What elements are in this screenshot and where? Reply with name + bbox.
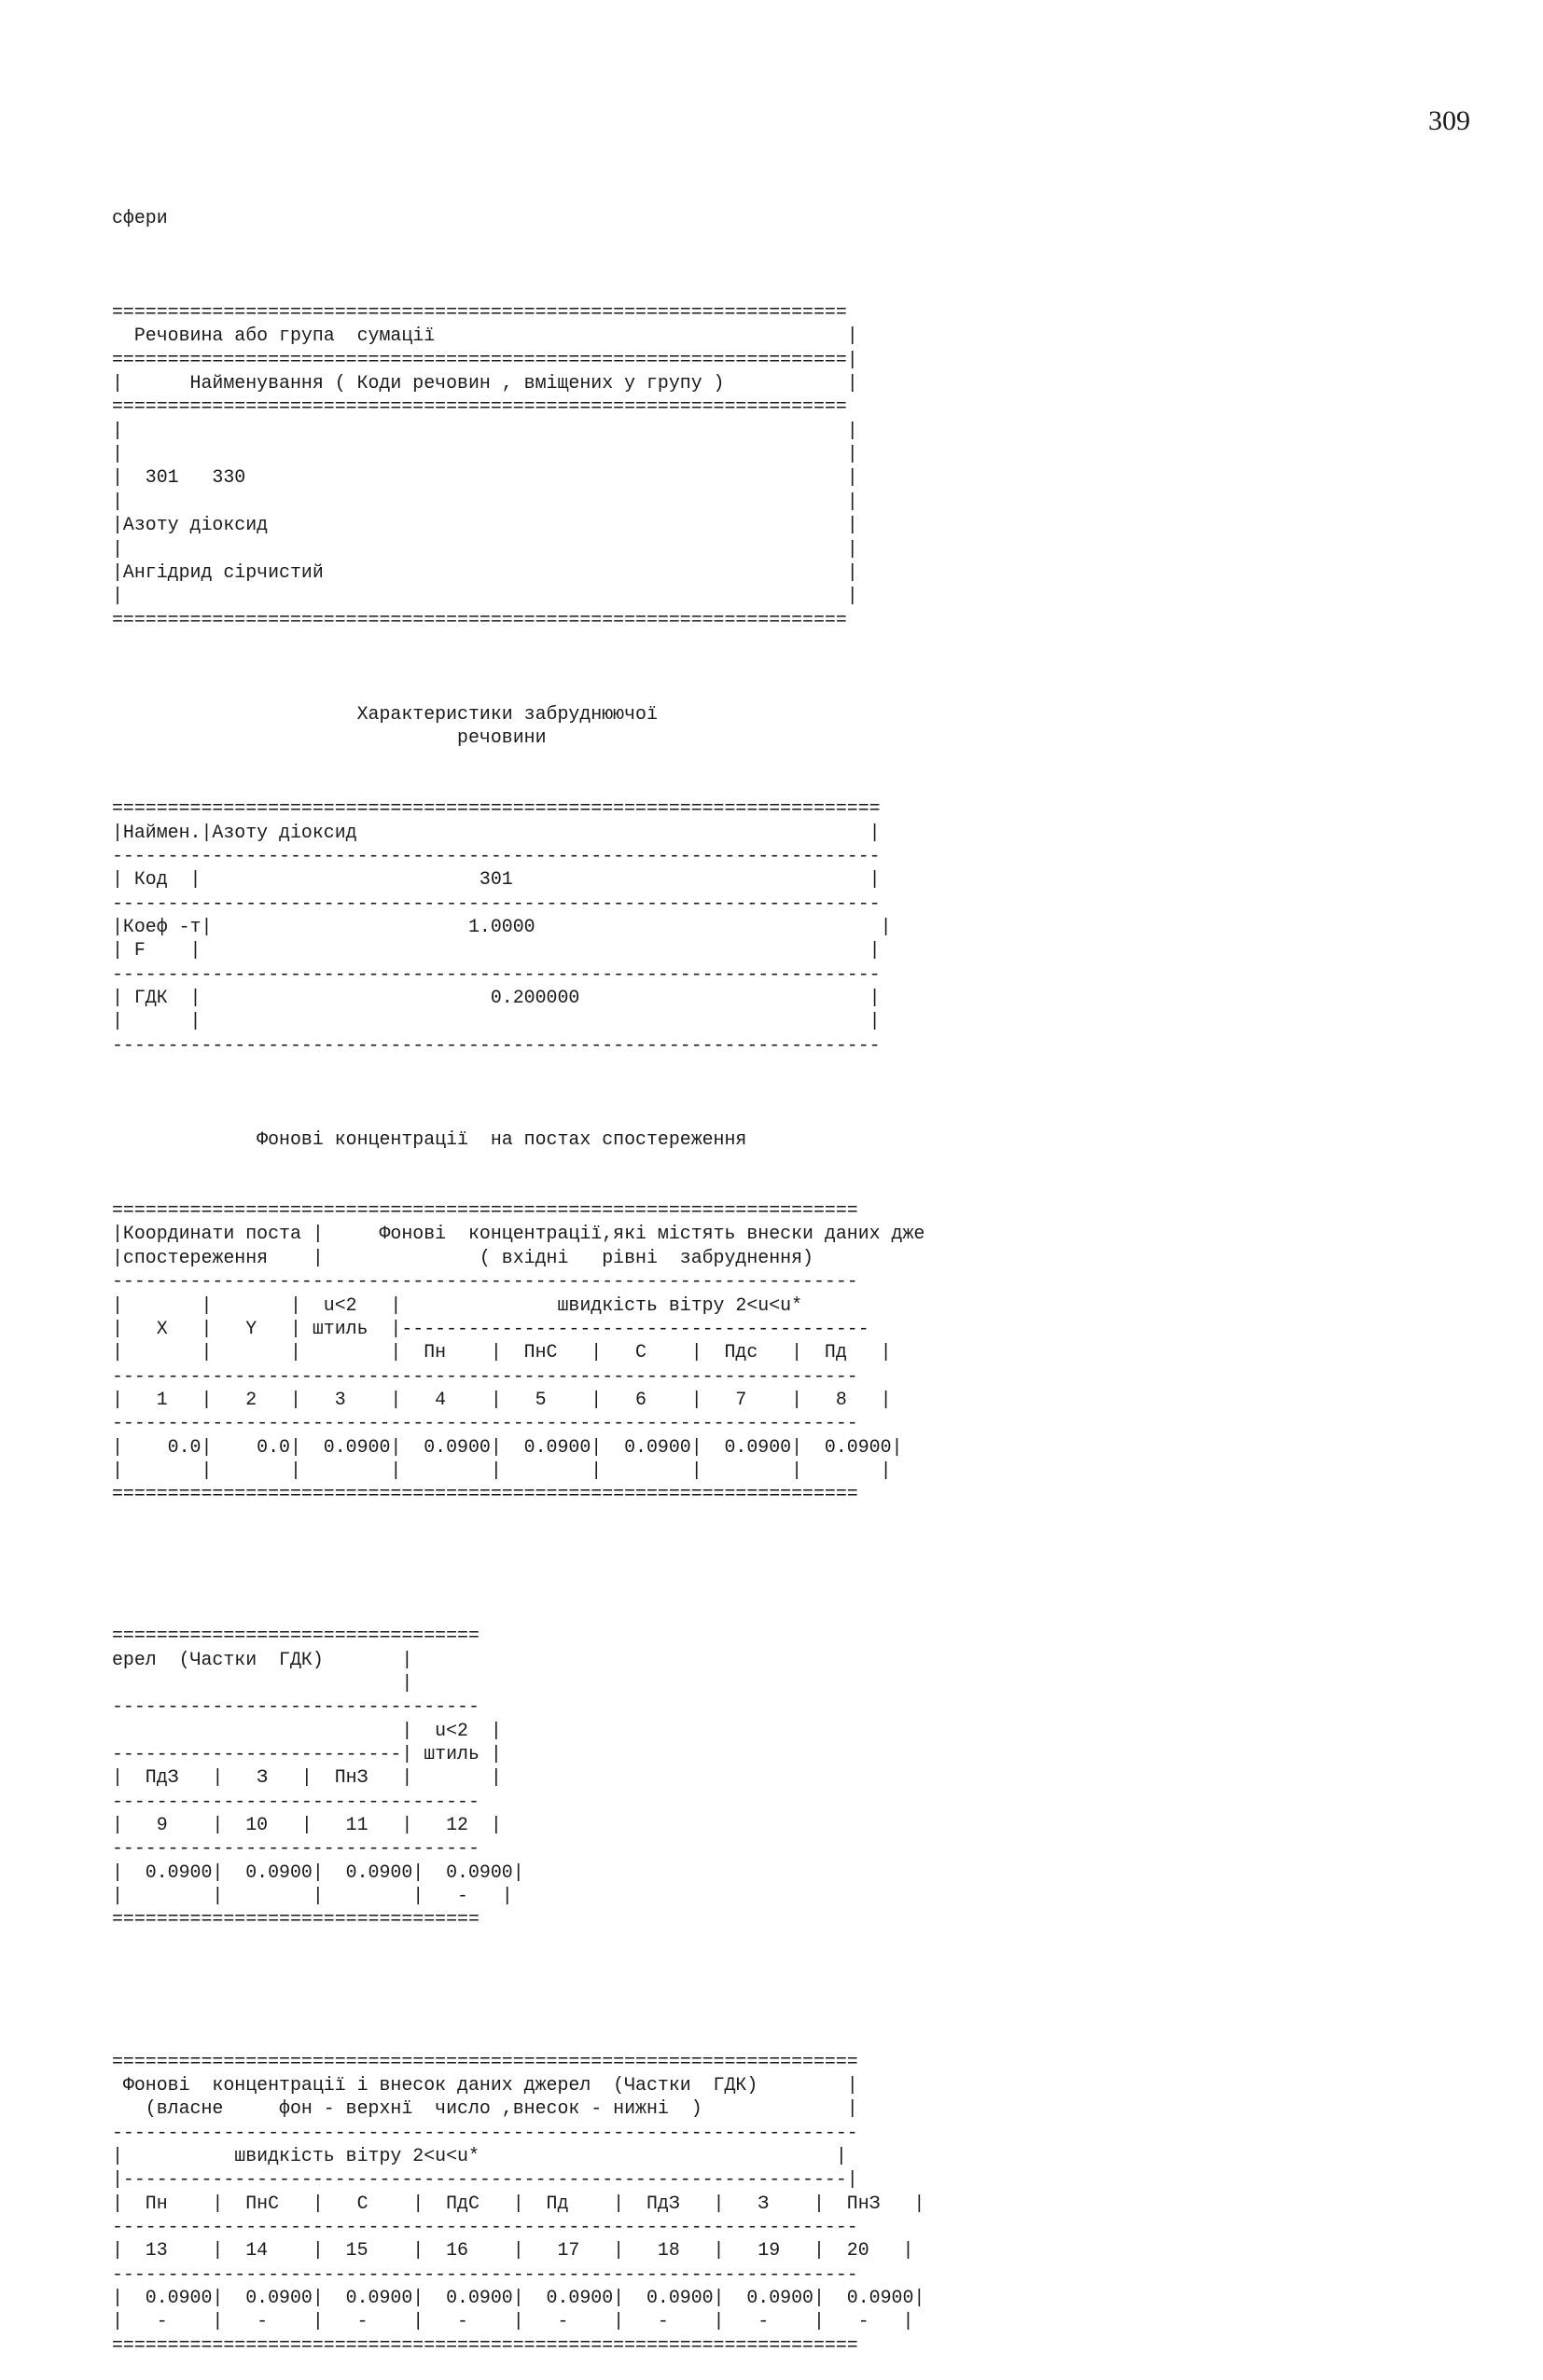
report-listing xyxy=(112,159,924,2380)
background-concentrations-table: =================================================================== |Координати поста | Фонові концентрації,які містять внески даних дже |спостереження | ( вхідні рівні забруднення) ------------------------------------------------------------------- | | | u<2 | швидкість вітру 2<u<u* | X | Y | штиль |------------------------------------------ | | | | Пн | ПнС | С | Пдс | Пд | ------------------------------------------------------------------- | 1 | 2 | 3 | 4 | 5 | 6 | 7 | 8 | ------------------------------------------------------------------- | 0.0| 0.0| 0.0900| 0.0900| 0.0900| 0.0900| 0.0900| 0.0900| | | | | | | | | | =================================================================== xyxy=(112,1199,925,1505)
intro-line: сфери xyxy=(112,206,168,228)
summation-group-table: ================================================================== Речовина або група сумації | ==================================================================| | Найменування ( Коди речовин , вміщених у групу ) | ================================================================== | | | | | 301 330 | | | |Азоту діоксид | | | |Ангідрид сірчистий | | | ================================================================== xyxy=(112,301,858,630)
background-continuation-table: ================================= ерел (Частки ГДК) | | --------------------------------- | u<2 | --------------------------| штиль | | ПдЗ | З | ПнЗ | | --------------------------------- | 9 | 10 | 11 | 12 | --------------------------------- | 0.0900| 0.0900| 0.0900| 0.0900| | | | | - | ================================= xyxy=(112,1625,524,1930)
background-concentrations-title: Фонові концентрації на постах спостереження xyxy=(257,1128,747,1151)
substance-characteristics-title: Характеристики забруднюючої речовини xyxy=(356,702,658,749)
substance-characteristics-table: ===================================================================== |Наймен.|Азоту діоксид | --------------------------------------------------------------------- | Код | 301 | --------------------------------------------------------------------- |Коеф -т| 1.0000 | | F | | --------------------------------------------------------------------- | ГДК | 0.200000 | | | | --------------------------------------------------------------------- xyxy=(112,797,892,1056)
background-contribution-table: =================================================================== Фонові концентрації і внесок даних джерел (Частки ГДК) | (власне фон - верхнї число ,внесок - нижні ) | ------------------------------------------------------------------- | швидкість вітру 2<u<u* | |-----------------------------------------------------------------| | Пн | ПнС | С | ПдС | Пд | ПдЗ | З | ПнЗ | ------------------------------------------------------------------- | 13 | 14 | 15 | 16 | 17 | 18 | 19 | 20 | ------------------------------------------------------------------- | 0.0900| 0.0900| 0.0900| 0.0900| 0.0900| 0.0900| 0.0900| 0.0900| | - | - | - | - | - | - | - | - | =================================================================== xyxy=(112,2050,925,2356)
page-number: 309 xyxy=(1428,105,1470,136)
